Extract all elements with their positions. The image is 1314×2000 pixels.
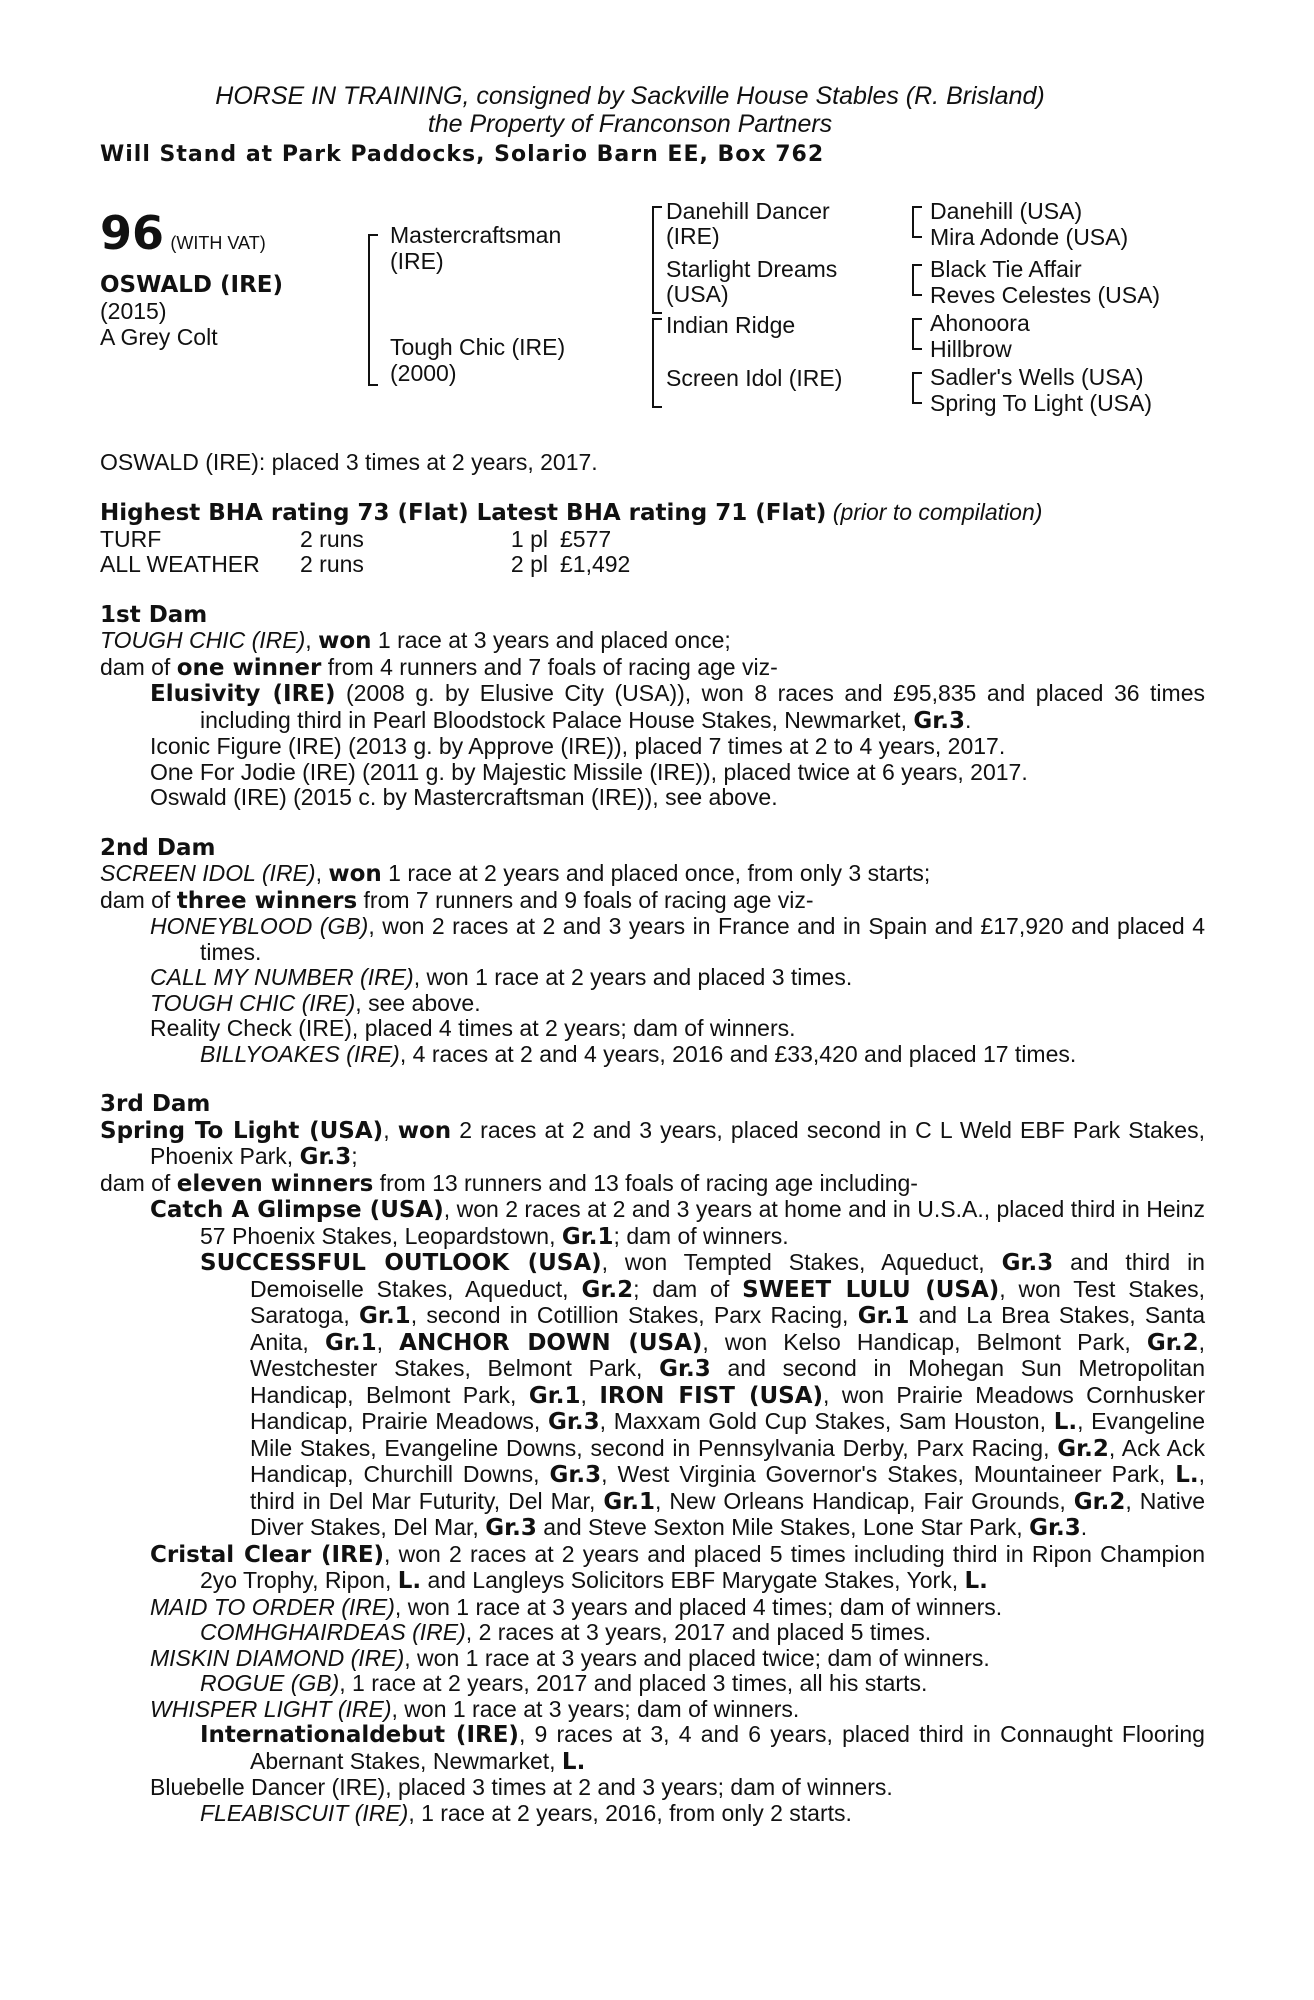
produce-entry	[100, 1722, 1205, 1775]
text: ;	[351, 1143, 358, 1169]
produce-entry	[100, 1595, 1205, 1621]
text: , 4 races at 2 and 4 years, 2016 and £33,420 and placed 17 times.	[399, 1040, 1077, 1067]
text: , won 1 race at 3 years; dam of winners.	[391, 1695, 800, 1722]
produce-entry	[100, 965, 1205, 991]
dam-2: (2000)	[390, 359, 457, 386]
text: (2008 g. by Elusive City (USA)), won 8 races and £95,835 and placed 36 times including third in Pearl Bloodstock Palace House Stakes, Newmarket,	[200, 680, 1205, 733]
produce-summary	[100, 1171, 1205, 1198]
bold-text: Gr.1	[603, 1488, 656, 1515]
sire-sire-2: (IRE)	[666, 222, 720, 249]
record-surface: TURF	[100, 525, 162, 552]
horse-year: (2015)	[100, 297, 167, 324]
record-earnings: £577	[560, 525, 612, 552]
gg-8: Spring To Light (USA)	[930, 389, 1153, 416]
bracket-parents	[368, 234, 378, 386]
text: , won 1 race at 2 years and placed 3 times.	[413, 964, 853, 990]
text: dam of	[100, 886, 177, 913]
record-runs: 2 runs	[300, 551, 364, 577]
bracket-gg4	[912, 372, 922, 404]
bracket-gg3	[912, 318, 922, 350]
bold-text: ANCHOR DOWN (USA)	[399, 1329, 703, 1356]
horse-description: A Grey Colt	[100, 323, 218, 350]
text: , Westchester Stakes, Belmont Park,	[250, 1328, 1205, 1381]
sire-dam-1: Starlight Dreams	[666, 255, 838, 282]
text: dam of	[100, 653, 177, 680]
winners-count: eleven winners	[176, 1170, 374, 1197]
horse-name: OSWALD (IRE)	[100, 271, 284, 298]
grade: L.	[964, 1568, 988, 1594]
gg-6: Hillbrow	[930, 335, 1012, 362]
race-summary: OSWALD (IRE): placed 3 times at 2 years, 2017.	[100, 448, 598, 475]
text: , 9 races at 3, 4 and 6 years, placed third in Connaught Flooring Abernant Stakes, Newmarket,	[250, 1721, 1205, 1774]
dam-line	[100, 861, 1205, 888]
grade: L.	[397, 1568, 422, 1594]
bold-text: Gr.3	[1001, 1250, 1054, 1276]
dam-name: SCREEN IDOL (IRE)	[100, 860, 316, 886]
horse-name: SUCCESSFUL OUTLOOK (USA)	[200, 1250, 602, 1276]
text: and La Brea Stakes, Santa Anita,	[250, 1302, 1205, 1355]
produce-entry	[100, 1697, 1205, 1723]
bold-text: IRON FIST (USA)	[599, 1382, 824, 1409]
text: , won Kelso Handicap, Belmont Park,	[702, 1328, 1147, 1355]
section-title: 2nd Dam	[100, 834, 216, 861]
bold-text: L.	[1053, 1409, 1078, 1435]
text: , 2 races at 3 years, 2017 and placed 5 times.	[465, 1619, 932, 1645]
bold-text: Gr.2	[581, 1276, 634, 1303]
produce-entry	[100, 1042, 1205, 1068]
text: .	[1080, 1514, 1088, 1540]
text: and Langleys Solicitors EBF Marygate Stakes, York,	[421, 1567, 965, 1593]
text: ,	[305, 627, 319, 653]
first-dam-section	[100, 603, 1205, 811]
text: , won 1 race at 3 years and placed twice; dam of winners.	[404, 1644, 990, 1671]
rating-note: (prior to compilation)	[832, 499, 1043, 525]
sire-sire-1: Danehill Dancer	[666, 197, 830, 224]
bold-text: Gr.3	[547, 1409, 600, 1435]
section-title: 3rd Dam	[100, 1091, 211, 1117]
grade: L.	[561, 1748, 586, 1775]
horse-name: MAID TO ORDER (IRE)	[150, 1593, 395, 1620]
record-surface: ALL WEATHER	[100, 551, 260, 577]
text: , won Test Stakes, Saratoga,	[250, 1275, 1206, 1328]
text: ; dam of	[633, 1275, 743, 1302]
bold-text: Gr.3	[549, 1462, 602, 1488]
lot-heading	[100, 205, 266, 260]
won-label: won	[397, 1117, 452, 1144]
text: and second in Mohegan Sun Metropolitan Handicap, Belmont Park,	[250, 1355, 1205, 1408]
produce-entry	[100, 1197, 1205, 1250]
stand-line: Will Stand at Park Paddocks, Solario Barn EE, Box 762	[100, 142, 825, 167]
horse-name: CALL MY NUMBER (IRE)	[150, 964, 414, 990]
bold-text: Gr.2	[1073, 1488, 1126, 1515]
gg-4: Reves Celestes (USA)	[930, 281, 1161, 308]
winners-count: three winners	[176, 887, 358, 914]
dam-name: Spring To Light (USA)	[100, 1117, 384, 1144]
text: ,	[383, 1116, 398, 1143]
bold-text: Gr.1	[857, 1303, 910, 1329]
dam-name: TOUGH CHIC (IRE)	[100, 627, 306, 653]
text: from 13 runners and 13 foals of racing age including-	[373, 1169, 918, 1196]
produce-summary	[100, 888, 1205, 915]
text: , won 2 races at 2 and 3 years at home and in U.S.A., placed third in Heinz 57 Phoenix Stakes, Leopardstown,	[200, 1196, 1206, 1249]
bold-text: Gr.1	[359, 1303, 411, 1329]
bold-text: Gr.3	[1029, 1515, 1081, 1541]
bracket-sire-parents	[652, 206, 662, 314]
grade: Gr.3	[913, 707, 966, 734]
produce-entry	[100, 681, 1205, 734]
horse-name: FLEABISCUIT (IRE)	[200, 1799, 409, 1826]
gg-5: Ahonoora	[930, 309, 1030, 336]
text: ,	[580, 1381, 600, 1408]
produce-entry	[100, 1620, 1205, 1646]
sire-2: (IRE)	[390, 247, 444, 274]
bracket-dam-parents	[652, 318, 662, 408]
bold-text: Gr.1	[324, 1329, 377, 1356]
produce-entry: Bluebelle Dancer (IRE), placed 3 times at 2 and 3 years; dam of winners.	[150, 1774, 893, 1800]
gg-1: Danehill (USA)	[930, 197, 1083, 224]
dam-1: Tough Chic (IRE)	[390, 333, 566, 360]
text: from 4 runners and 7 foals of racing age viz-	[321, 653, 778, 680]
text: , Maxxam Gold Cup Stakes, Sam Houston,	[599, 1408, 1054, 1434]
produce-entry: Reality Check (IRE), placed 4 times at 2 years; dam of winners.	[150, 1015, 796, 1041]
text: , won 2 races at 2 years and placed 5 times including third in Ripon Champion 2yo Trophy, Ripon,	[200, 1540, 1205, 1593]
text: , won Prairie Meadows Cornhusker Handicap, Prairie Meadows,	[250, 1381, 1206, 1434]
vat-note: (WITH VAT)	[170, 232, 266, 253]
bracket-gg1	[912, 206, 922, 238]
text: , Ack Ack Handicap, Churchill Downs,	[250, 1434, 1205, 1487]
dam-sire: Indian Ridge	[666, 311, 796, 338]
text: , New Orleans Handicap, Fair Grounds,	[655, 1487, 1074, 1514]
text: , third in Del Mar Futurity, Del Mar,	[250, 1461, 1205, 1514]
record-runs: 2 runs	[300, 525, 364, 552]
text: and Steve Sexton Mile Stakes, Lone Star Park,	[536, 1514, 1030, 1540]
produce-entry	[100, 1646, 1205, 1672]
horse-name: BILLYOAKES (IRE)	[200, 1040, 400, 1067]
horse-name: MISKIN DIAMOND (IRE)	[150, 1644, 405, 1671]
bracket-gg2	[912, 264, 922, 296]
horse-name: HONEYBLOOD (GB)	[150, 913, 369, 939]
catalogue-page	[100, 82, 1205, 1826]
winners-count: one winner	[176, 654, 322, 681]
text: from 7 runners and 9 foals of racing age viz-	[357, 886, 814, 913]
text: , second in Cotillion Stakes, Parx Racing,	[410, 1302, 858, 1328]
produce-entry	[100, 1542, 1205, 1595]
dam-line	[100, 628, 1205, 655]
gg-7: Sadler's Wells (USA)	[930, 363, 1144, 390]
sire-dam-2: (USA)	[666, 280, 729, 307]
text: , won 1 race at 3 years and placed 4 times; dam of winners.	[394, 1593, 1003, 1620]
text: ,	[376, 1328, 400, 1355]
sire-1: Mastercraftsman	[390, 221, 562, 248]
lot-number: 96	[100, 205, 165, 260]
third-dam-section	[100, 1092, 1205, 1826]
bold-text: Gr.2	[1057, 1435, 1109, 1462]
gg-2: Mira Adonde (USA)	[930, 223, 1129, 250]
text: , won 2 races at 2 and 3 years in France and in Spain and £17,920 and placed 4 times.	[200, 913, 1205, 965]
bold-text: Gr.3	[659, 1356, 711, 1382]
rating-line	[100, 500, 1205, 527]
section-title: 1st Dam	[100, 601, 208, 628]
produce-entry	[100, 1250, 1205, 1542]
won-label: won	[318, 628, 372, 654]
consignor-line: HORSE IN TRAINING, consigned by Sackville House Stables (R. Brisland)	[215, 82, 1045, 110]
text: , 1 race at 2 years, 2017 and placed 3 times, all his starts.	[339, 1670, 928, 1696]
produce-entry: Iconic Figure (IRE) (2013 g. by Approve (IRE)), placed 7 times at 2 to 4 years, 2017.	[150, 733, 1006, 759]
horse-name: TOUGH CHIC (IRE)	[150, 989, 356, 1016]
gg-3: Black Tie Affair	[930, 255, 1082, 282]
produce-summary	[100, 655, 1205, 682]
record-earnings: £1,492	[560, 551, 631, 577]
text: .	[965, 706, 972, 733]
produce-entry	[100, 1671, 1205, 1697]
text: , West Virginia Governor's Stakes, Mountaineer Park,	[601, 1461, 1176, 1487]
horse-name: WHISPER LIGHT (IRE)	[150, 1695, 392, 1722]
horse-name: Elusivity (IRE)	[150, 681, 336, 707]
header	[100, 82, 1160, 138]
produce-entry: Oswald (IRE) (2015 c. by Mastercraftsman (IRE)), see above.	[150, 784, 778, 810]
record-placed: 2 pl	[510, 551, 548, 577]
text: dam of	[100, 1169, 177, 1196]
grade: Gr.1	[561, 1223, 614, 1250]
produce-entry	[100, 991, 1205, 1017]
text: 2 races at 2 and 3 years, placed second in C L Weld EBF Park Stakes, Phoenix Park,	[150, 1116, 1205, 1169]
text: 1 race at 2 years and placed once, from only 3 starts;	[381, 860, 931, 886]
won-label: won	[328, 861, 382, 887]
horse-name: ROGUE (GB)	[200, 1670, 340, 1696]
property-line: the Property of Franconson Partners	[427, 110, 833, 138]
horse-name: COMHGHAIRDEAS (IRE)	[200, 1619, 466, 1645]
produce-entry	[100, 1801, 1205, 1827]
text: , won Tempted Stakes, Aqueduct,	[601, 1249, 1002, 1275]
horse-name: Cristal Clear (IRE)	[150, 1541, 385, 1568]
text: 1 race at 3 years and placed once;	[371, 627, 731, 653]
bold-text: Gr.1	[528, 1382, 581, 1409]
record-row-turf	[100, 527, 1205, 553]
bold-text: Gr.3	[485, 1515, 537, 1541]
bold-text: L.	[1175, 1462, 1199, 1488]
dam-dam: Screen Idol (IRE)	[666, 364, 843, 391]
horse-name: Catch A Glimpse (USA)	[150, 1197, 444, 1223]
dam-line	[100, 1118, 1205, 1171]
rating-block	[100, 500, 1205, 578]
horse-name: Internationaldebut (IRE)	[200, 1722, 519, 1748]
text: ,	[315, 860, 329, 886]
grade: Gr.3	[299, 1144, 352, 1170]
rating-text: Highest BHA rating 73 (Flat) Latest BHA rating 71 (Flat)	[100, 500, 827, 526]
record-placed: 1 pl	[510, 525, 548, 552]
produce-entry: One For Jodie (IRE) (2011 g. by Majestic Missile (IRE)), placed twice at 6 years, 2017.	[150, 758, 1028, 785]
record-row-aw	[100, 552, 1205, 578]
text: and third in Demoiselle Stakes, Aqueduct,	[250, 1249, 1205, 1302]
second-dam-section	[100, 836, 1205, 1068]
text: , Evangeline Mile Stakes, Evangeline Downs, second in Pennsylvania Derby, Parx Racing,	[250, 1408, 1205, 1461]
bold-text: SWEET LULU (USA)	[742, 1276, 1000, 1303]
pedigree-block	[100, 197, 1205, 450]
text: , 1 race at 2 years, 2016, from only 2 starts.	[408, 1799, 852, 1826]
text: , see above.	[355, 989, 481, 1016]
produce-entry	[100, 914, 1205, 965]
text: , Native Diver Stakes, Del Mar,	[250, 1487, 1206, 1540]
text: ; dam of winners.	[613, 1222, 789, 1249]
bold-text: Gr.2	[1146, 1329, 1199, 1356]
